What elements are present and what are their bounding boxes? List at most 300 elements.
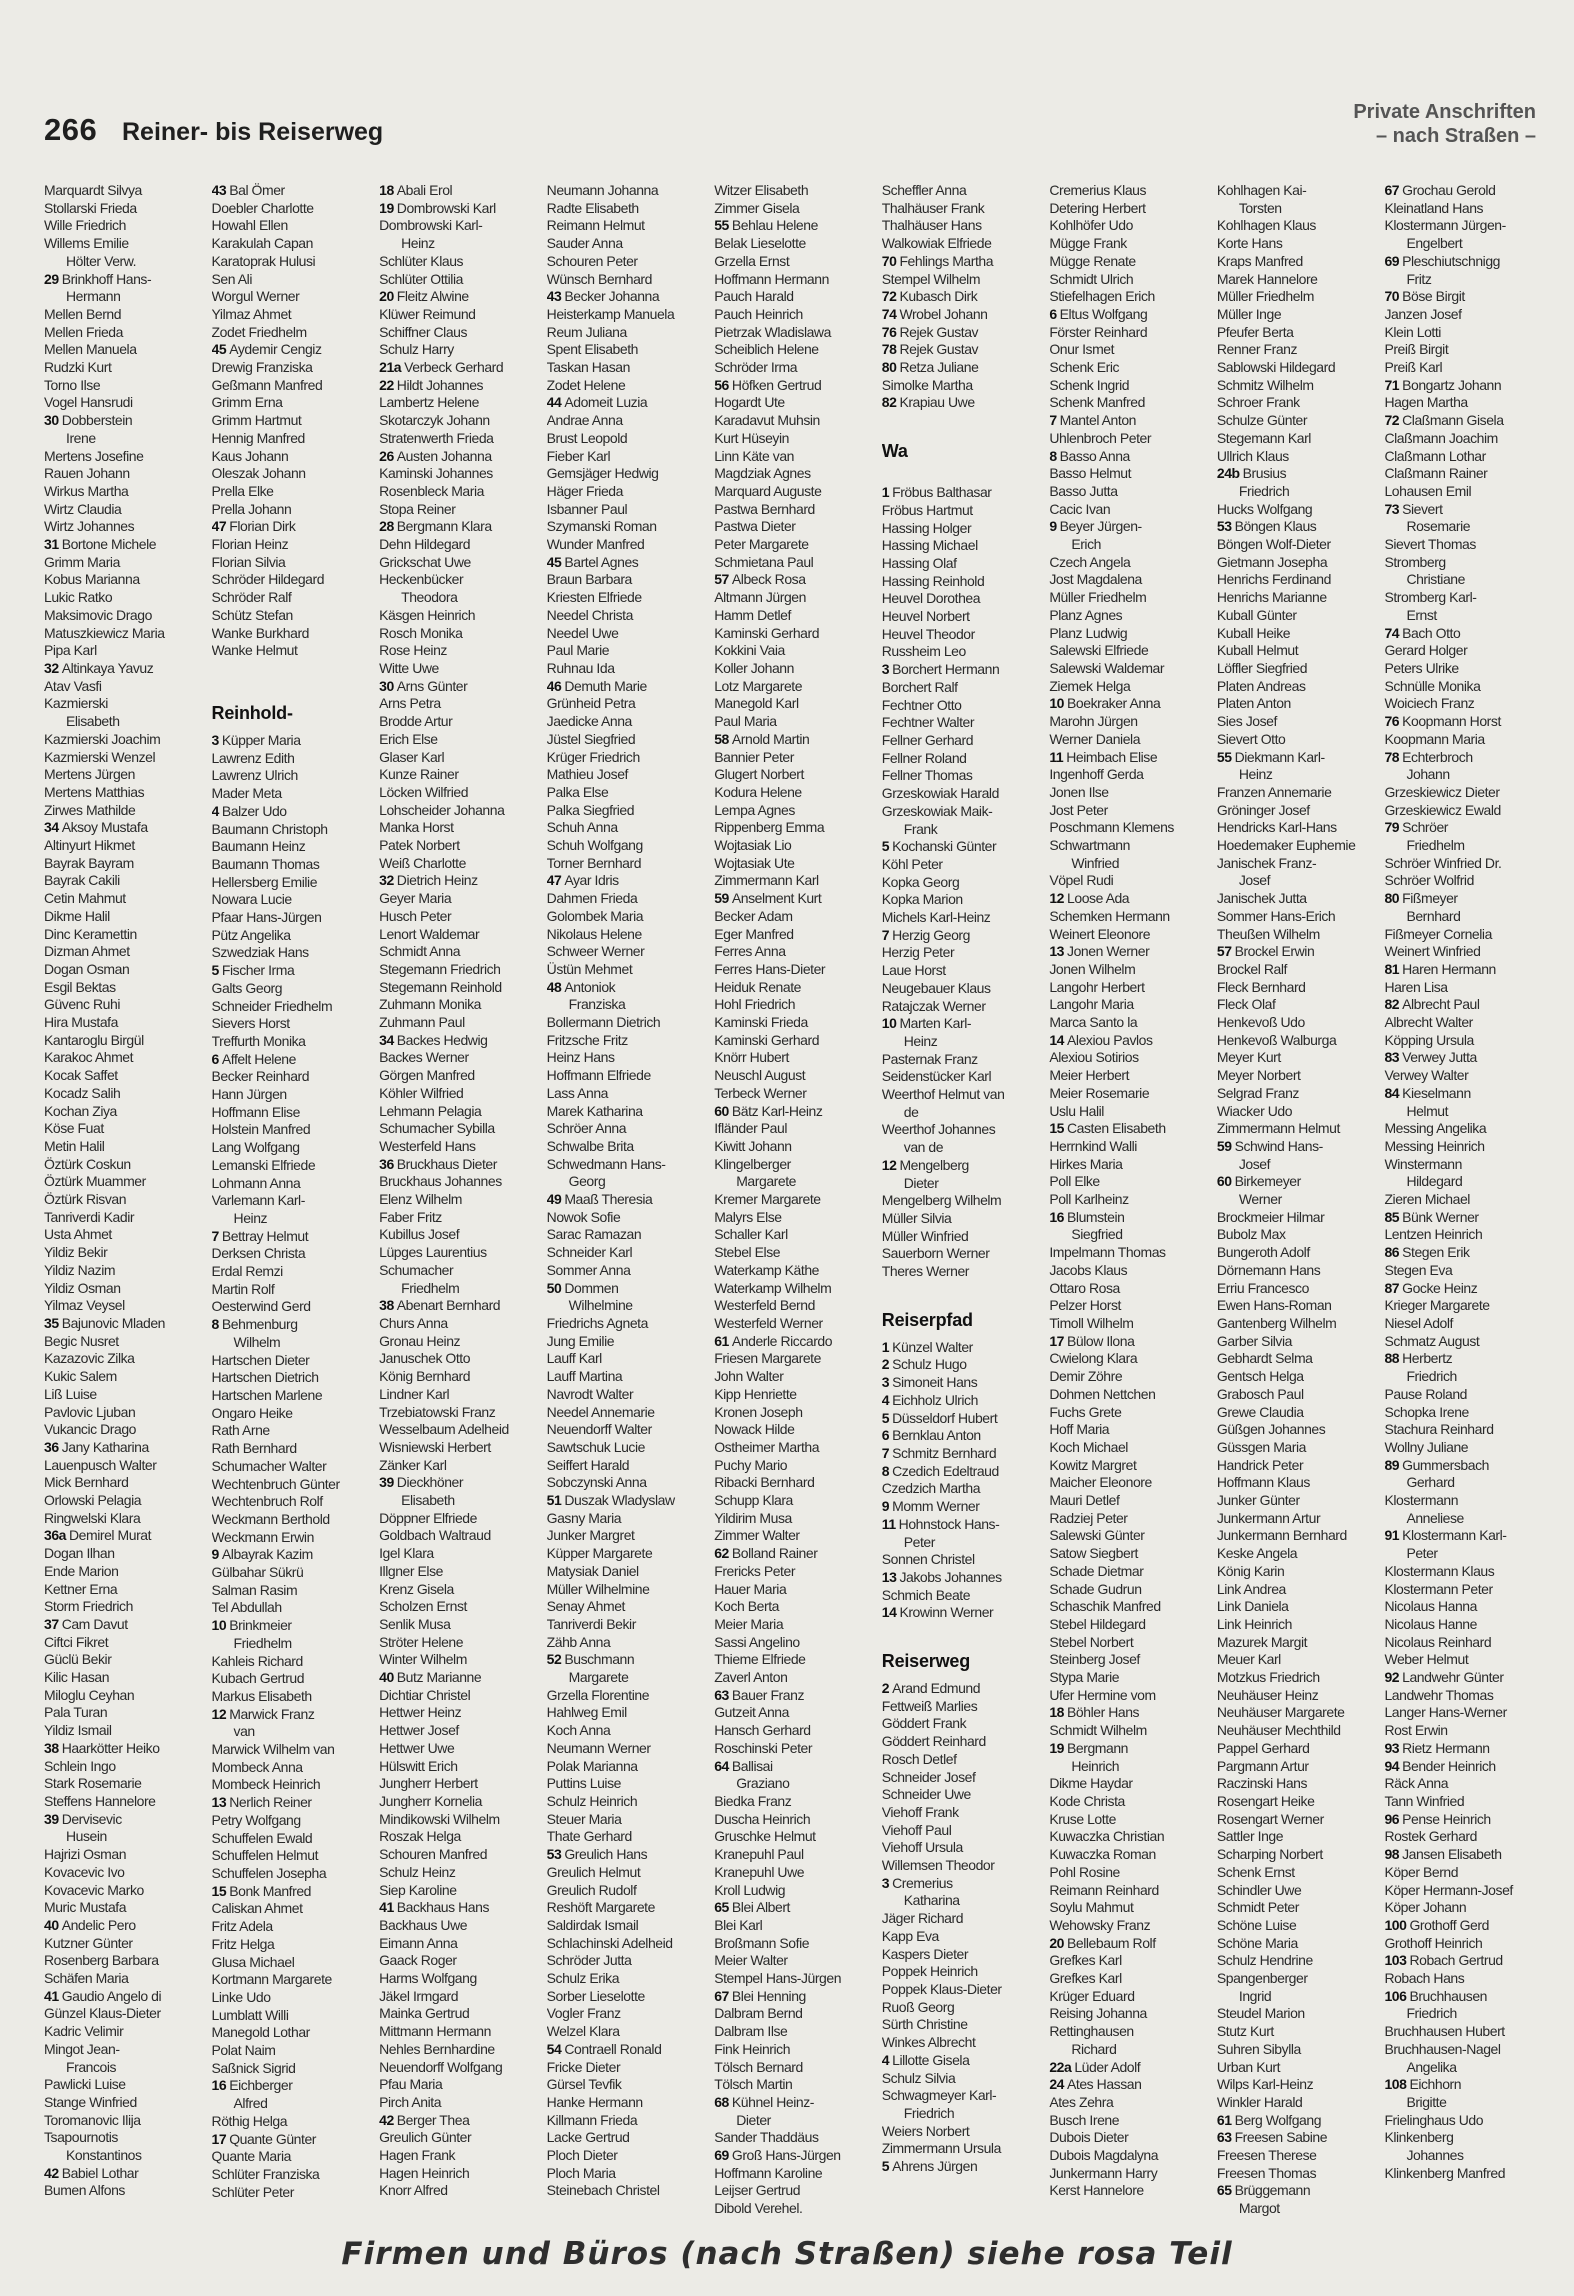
directory-entry — [1049, 1899, 1209, 1917]
house-number: 65 — [714, 1899, 729, 1916]
resident-name: Kaminski Johannes — [379, 465, 493, 482]
house-number: 12 — [881, 1156, 897, 1173]
house-number: 63 — [1216, 2129, 1232, 2146]
resident-name: Schuffelen Ewald — [211, 1829, 313, 1846]
directory-entry — [44, 235, 204, 253]
directory-entry — [44, 1864, 204, 1882]
directory-entry — [44, 1350, 204, 1368]
resident-name: Roszak Helga — [379, 1828, 461, 1845]
directory-entry — [714, 1262, 874, 1280]
directory-entry — [1049, 784, 1209, 802]
directory-entry — [882, 1963, 1042, 1981]
directory-entry — [212, 767, 372, 785]
resident-name: Rosenbleck Maria — [379, 482, 484, 499]
directory-entry — [212, 253, 372, 271]
resident-name: Meyer Kurt — [1216, 1049, 1281, 1066]
resident-name: Pargmann Artur — [1216, 1757, 1309, 1774]
directory-entry — [1049, 926, 1209, 944]
directory-entry — [1049, 1333, 1209, 1351]
resident-name: Behlau Helene — [731, 217, 818, 234]
resident-name: Basso Anna — [1059, 447, 1130, 464]
resident-name: Dieter — [903, 1174, 939, 1191]
resident-name: Schmietana Paul — [714, 553, 814, 570]
directory-entry — [1049, 749, 1209, 767]
resident-name: Aydemir Cengiz — [229, 341, 322, 358]
directory-entry — [44, 2094, 204, 2112]
directory-entry — [882, 1715, 1042, 1733]
directory-entry — [1384, 306, 1544, 324]
resident-name: Derksen Christa — [211, 1245, 306, 1262]
directory-entry — [212, 803, 372, 821]
directory-entry — [714, 377, 874, 395]
directory-entry — [212, 1316, 372, 1334]
resident-name: Schmidt Ulrich — [1049, 270, 1134, 287]
resident-name: Ullrich Klaus — [1216, 447, 1289, 464]
directory-entry — [379, 695, 539, 713]
house-number: 43 — [211, 182, 227, 198]
resident-name: Vogel Hansrudi — [44, 394, 133, 411]
directory-entry — [1049, 1103, 1209, 1121]
resident-name: Lukic Ratko — [44, 589, 113, 606]
resident-name: Dehn Hildegard — [379, 536, 471, 553]
house-number: 41 — [379, 1899, 394, 1916]
resident-name: Henkevoß Walburga — [1216, 1031, 1337, 1048]
directory-entry — [44, 784, 204, 802]
resident-name: König Karin — [1216, 1562, 1285, 1579]
resident-name: Güclü Bekir — [44, 1651, 112, 1668]
directory-entry — [212, 1564, 372, 1582]
resident-name: Demuth Marie — [564, 677, 647, 694]
directory-entry — [1384, 855, 1544, 873]
house-number: 108 — [1384, 2076, 1407, 2093]
directory-entry — [547, 855, 707, 873]
directory-entry — [379, 1952, 539, 1970]
directory-entry — [547, 2076, 707, 2094]
directory-entry — [44, 1651, 204, 1669]
directory-entry — [212, 200, 372, 218]
resident-name: Greulich Hans — [564, 1846, 648, 1863]
resident-name: Albrecht Paul — [1402, 996, 1480, 1013]
resident-name: Wechtenbruch Rolf — [211, 1493, 323, 1510]
resident-name: Grzella Ernst — [714, 252, 790, 269]
directory-entry — [714, 1917, 874, 1935]
resident-name: Laue Horst — [881, 962, 946, 979]
resident-name: Schmidt Wilhelm — [1049, 1722, 1147, 1739]
resident-name: Miloglu Ceyhan — [44, 1686, 135, 1703]
directory-entry — [882, 359, 1042, 377]
directory-entry — [379, 731, 539, 749]
directory-entry — [882, 2052, 1042, 2070]
resident-name: Kazmierski Joachim — [44, 730, 161, 747]
directory-entry — [379, 1386, 539, 1404]
directory-entry — [379, 1404, 539, 1422]
resident-name: Görgen Manfred — [379, 1067, 475, 1084]
directory-entry — [1384, 341, 1544, 359]
directory-entry — [547, 571, 707, 589]
resident-name: Erdal Remzi — [211, 1263, 283, 1280]
house-number: 87 — [1384, 1279, 1400, 1296]
resident-name: Torner Bernhard — [546, 854, 642, 871]
resident-name: Lacke Gertrud — [546, 2129, 630, 2146]
resident-name: Ates Zehra — [1049, 2093, 1114, 2110]
resident-name: Usta Ahmet — [44, 1226, 112, 1243]
resident-name: Kochan Ziya — [44, 1102, 117, 1119]
resident-name: Rost Erwin — [1384, 1722, 1448, 1739]
house-number: 8 — [881, 1462, 890, 1479]
directory-entry — [547, 1970, 707, 1988]
resident-name: Cacic Ivan — [1049, 500, 1111, 517]
directory-entry — [44, 1297, 204, 1315]
directory-entry — [379, 536, 539, 554]
resident-name: Schulz Hendrine — [1216, 1952, 1313, 1969]
resident-name: Müller Inge — [1216, 305, 1282, 322]
directory-entry — [547, 607, 707, 625]
resident-name: Winstermann — [1384, 1155, 1462, 1172]
resident-name: Schaschik Manfred — [1049, 1598, 1161, 1615]
directory-entry — [212, 874, 372, 892]
directory-entry — [1384, 1687, 1544, 1705]
resident-name: Junkermann Artur — [1216, 1509, 1321, 1526]
directory-entry — [1384, 324, 1544, 342]
directory-entry — [212, 2184, 372, 2202]
resident-name: Schenk Manfred — [1049, 394, 1145, 411]
resident-name: Bruckhaus Johannes — [379, 1173, 502, 1190]
house-number: 36a — [44, 1527, 67, 1544]
directory-entry — [44, 855, 204, 873]
resident-name: Hildegard — [1406, 1173, 1463, 1190]
directory-entry — [547, 1598, 707, 1616]
resident-name: Bal Ömer — [229, 182, 285, 198]
resident-name: Bergmann — [1067, 1739, 1129, 1756]
directory-entry — [44, 1368, 204, 1386]
resident-name: Margarete — [568, 1669, 629, 1686]
directory-entry — [379, 430, 539, 448]
resident-name: Schweer Werner — [546, 943, 645, 960]
directory-entry — [1049, 678, 1209, 696]
resident-name: Pavlovic Ljuban — [44, 1403, 136, 1420]
resident-name: Belak Lieselotte — [714, 235, 806, 252]
resident-name: Januschek Otto — [379, 1350, 471, 1367]
entry-continuation — [379, 235, 539, 253]
directory-entry — [547, 2094, 707, 2112]
resident-name: Schopka Irene — [1384, 1403, 1469, 1420]
house-number: 89 — [1384, 1456, 1400, 1473]
directory-entry — [212, 1157, 372, 1175]
directory-entry — [714, 607, 874, 625]
directory-entry — [547, 713, 707, 731]
resident-name: Grickschat Uwe — [379, 553, 471, 570]
house-number: 103 — [1384, 1952, 1407, 1969]
resident-name: Jungherr Herbert — [379, 1775, 478, 1792]
house-number: 36 — [44, 1438, 59, 1455]
resident-name: Dogan Ilhan — [44, 1545, 115, 1562]
directory-entry — [1217, 377, 1377, 395]
directory-entry — [212, 1830, 372, 1848]
directory-entry — [1217, 1899, 1377, 1917]
directory-entry — [1217, 2041, 1377, 2059]
directory-entry — [212, 1776, 372, 1794]
resident-name: Rosengart Heike — [1216, 1792, 1315, 1809]
resident-name: Schröder Irma — [714, 359, 798, 376]
resident-name: Westerfeld Werner — [714, 1315, 823, 1331]
resident-name: Mellen Frieda — [44, 323, 123, 340]
directory-entry — [379, 1085, 539, 1103]
resident-name: Schwagmeyer Karl- — [881, 2087, 997, 2104]
resident-name: Linke Udo — [211, 1988, 271, 2005]
directory-entry — [44, 2041, 204, 2059]
entry-continuation — [212, 1635, 372, 1653]
directory-entry — [714, 1864, 874, 1882]
directory-entry — [379, 1634, 539, 1652]
directory-entry — [379, 1032, 539, 1050]
directory-entry — [714, 1740, 874, 1758]
directory-entry — [714, 1120, 874, 1138]
resident-name: Florian Heinz — [211, 536, 289, 553]
directory-entry — [1217, 571, 1377, 589]
resident-name: Schindler Uwe — [1216, 1881, 1302, 1898]
directory-entry — [212, 1582, 372, 1600]
house-number: 10 — [1049, 695, 1065, 712]
directory-entry — [379, 1899, 539, 1917]
resident-name: Rosenberg Barbara — [44, 1952, 159, 1969]
resident-name: Killmann Frieda — [546, 2111, 638, 2128]
directory-entry — [547, 1952, 707, 1970]
resident-name: Hoedemaker Euphemie — [1216, 837, 1356, 854]
resident-name: Brodde Artur — [379, 713, 453, 730]
directory-entry — [44, 1226, 204, 1244]
directory-entry — [379, 1917, 539, 1935]
resident-name: Heinz — [401, 235, 435, 252]
resident-name: Hahlweg Emil — [546, 1704, 627, 1721]
resident-name: Biedka Franz — [714, 1792, 792, 1809]
resident-name: Neuhäuser Margarete — [1216, 1704, 1345, 1721]
resident-name: Schröer Wolfrid — [1384, 872, 1474, 889]
house-number: 20 — [1049, 1934, 1065, 1951]
directory-entry — [882, 520, 1042, 538]
directory-entry — [212, 412, 372, 430]
directory-entry — [547, 749, 707, 767]
directory-entry — [212, 1794, 372, 1812]
directory-entry — [212, 944, 372, 962]
resident-name: Brinkmeier — [229, 1617, 292, 1634]
directory-entry — [379, 1014, 539, 1032]
resident-name: Schulz Silvia — [881, 2069, 956, 2086]
directory-entry — [714, 359, 874, 377]
directory-entry — [714, 1421, 874, 1439]
directory-entry — [1384, 713, 1544, 731]
spacer — [212, 660, 372, 674]
house-number: 67 — [1384, 182, 1400, 198]
resident-name: Paul Marie — [546, 642, 610, 659]
resident-name: Brinkhoff Hans- — [61, 270, 152, 287]
directory-entry — [212, 554, 372, 572]
resident-name: Hajrizi Osman — [44, 1846, 127, 1863]
resident-name: Erich — [1071, 536, 1101, 553]
house-number: 48 — [546, 978, 562, 995]
directory-entry — [547, 1527, 707, 1545]
house-number: 22 — [379, 376, 394, 393]
resident-name: Anderle Riccardo — [731, 1332, 833, 1349]
resident-name: Churs Anna — [379, 1315, 448, 1331]
resident-name: Ratajczak Werner — [881, 997, 986, 1014]
resident-name: Dizman Ahmet — [44, 943, 130, 960]
house-number: 16 — [1049, 1208, 1065, 1225]
directory-entry — [379, 625, 539, 643]
entry-continuation — [1384, 1510, 1544, 1528]
directory-entry — [44, 324, 204, 342]
resident-name: Sattler Inge — [1216, 1828, 1284, 1845]
resident-name: Grothoff Heinrich — [1384, 1934, 1483, 1951]
directory-entry — [1049, 1775, 1209, 1793]
resident-name: Seiffert Harald — [546, 1456, 630, 1473]
directory-entry — [1217, 2112, 1377, 2130]
resident-name: Meier Rosemarie — [1049, 1084, 1150, 1101]
resident-name: Preiß Birgit — [1384, 341, 1449, 358]
directory-entry — [44, 1457, 204, 1475]
directory-entry — [212, 518, 372, 536]
directory-entry — [714, 2076, 874, 2094]
directory-entry — [212, 642, 372, 660]
resident-name: Henrichs Ferdinand — [1216, 571, 1331, 588]
resident-name: Grothoff Gerd — [1409, 1916, 1489, 1933]
resident-name: Radziej Peter — [1049, 1509, 1128, 1526]
directory-entry — [379, 554, 539, 572]
resident-name: Toromanovic Ilija — [44, 2111, 141, 2128]
directory-entry — [1049, 1616, 1209, 1634]
directory-entry — [1049, 1970, 1209, 1988]
spacer — [212, 674, 372, 688]
resident-name: Fehlings Martha — [899, 252, 994, 269]
resident-name: Lawrenz Edith — [211, 749, 295, 766]
resident-name: Herrnkind Walli — [1049, 1137, 1137, 1154]
directory-entry — [379, 784, 539, 802]
resident-name: Zuhmann Monika — [379, 996, 481, 1013]
resident-name: Glusa Michael — [211, 1953, 295, 1970]
directory-entry — [882, 1569, 1042, 1587]
resident-name: Lenort Waldemar — [379, 925, 480, 942]
house-number: 47 — [546, 872, 562, 889]
resident-name: Koller Johann — [714, 659, 794, 676]
directory-entry — [882, 1875, 1042, 1893]
resident-name: Nowok Sofie — [546, 1208, 621, 1225]
resident-name: Lambertz Helene — [379, 394, 479, 411]
resident-name: Willemsen Theodor — [881, 1857, 995, 1874]
resident-name: Kubasch Dirk — [899, 288, 978, 305]
directory-entry — [44, 749, 204, 767]
directory-entry — [882, 608, 1042, 626]
house-number: 82 — [881, 394, 897, 411]
spacer — [882, 1622, 1042, 1636]
resident-name: Vöpel Rudi — [1049, 872, 1114, 889]
resident-name: Margarete — [736, 1173, 796, 1190]
directory-entry — [1384, 1775, 1544, 1793]
house-number: 10 — [211, 1617, 227, 1634]
resident-name: Hettwer Uwe — [379, 1739, 455, 1756]
resident-name: Salewski Elfriede — [1049, 642, 1149, 659]
resident-name: Neuendorff Wolfgang — [379, 2058, 503, 2075]
resident-name: Fißmeyer Cornelia — [1384, 925, 1492, 942]
resident-name: Krenz Gisela — [379, 1580, 454, 1597]
directory-entry — [212, 1918, 372, 1936]
resident-name: Bartel Agnes — [564, 553, 639, 570]
resident-name: Georg — [568, 1173, 606, 1190]
house-number: 9 — [881, 1498, 890, 1515]
directory-entry — [547, 1156, 707, 1174]
directory-entry — [547, 2129, 707, 2147]
house-number: 29 — [44, 270, 59, 287]
resident-name: Brockel Ralf — [1216, 960, 1287, 977]
resident-name: Ferres Hans-Dieter — [714, 960, 826, 977]
resident-name: Austen Johanna — [396, 447, 492, 464]
directory-entry — [882, 1427, 1042, 1445]
resident-name: Stiefelhagen Erich — [1049, 288, 1155, 305]
house-number: 57 — [714, 571, 729, 588]
directory-entry — [547, 306, 707, 324]
resident-name: Bubolz Max — [1216, 1226, 1286, 1243]
resident-name: Waterkamp Käthe — [714, 1261, 819, 1278]
directory-entry — [44, 660, 204, 678]
resident-name: Kühnel Heinz- — [731, 2093, 814, 2110]
directory-entry — [882, 1339, 1042, 1357]
directory-entry — [379, 678, 539, 696]
directory-entry — [714, 1156, 874, 1174]
directory-entry — [379, 2094, 539, 2112]
directory-entry — [547, 1882, 707, 1900]
resident-name: Küpper Margarete — [546, 1545, 653, 1562]
directory-entry — [882, 891, 1042, 909]
resident-name: Renner Franz — [1216, 341, 1298, 358]
directory-entry — [44, 961, 204, 979]
resident-name: Fröbus Hartmut — [881, 501, 973, 518]
resident-name: Sen Ali — [211, 270, 252, 287]
directory-entry — [212, 1546, 372, 1564]
directory-entry — [714, 1793, 874, 1811]
resident-name: Blei Henning — [731, 1987, 806, 2004]
directory-entry — [714, 554, 874, 572]
entry-continuation — [882, 1033, 1042, 1051]
resident-name: Jüstel Siegfried — [546, 730, 636, 747]
resident-name: Scharping Norbert — [1216, 1846, 1323, 1863]
directory-entry — [212, 1405, 372, 1423]
directory-entry — [1217, 430, 1377, 448]
resident-name: Andelic Pero — [61, 1916, 136, 1933]
resident-name: Brockel Erwin — [1234, 943, 1315, 960]
house-number: 78 — [1384, 748, 1400, 765]
resident-name: Göddert Reinhard — [881, 1733, 986, 1750]
directory-entry — [882, 909, 1042, 927]
house-number: 43 — [546, 288, 562, 305]
resident-name: Messing Heinrich — [1384, 1137, 1485, 1154]
directory-entry — [1217, 1687, 1377, 1705]
directory-column — [714, 182, 874, 2222]
directory-entry — [379, 1793, 539, 1811]
directory-entry — [379, 288, 539, 306]
resident-name: Karakulah Capan — [211, 235, 313, 252]
directory-entry — [882, 1733, 1042, 1751]
directory-entry — [44, 2112, 204, 2130]
resident-name: Nikolaus Helene — [546, 925, 642, 942]
directory-entry — [212, 1033, 372, 1051]
resident-name: Bayrak Cakili — [44, 872, 120, 889]
house-number: 12 — [211, 1705, 227, 1722]
section-title-line2: – nach Straßen – — [1375, 125, 1536, 147]
resident-name: Rose Heinz — [379, 642, 447, 659]
directory-entry — [1049, 448, 1209, 466]
resident-name: Quante Günter — [229, 2130, 316, 2147]
resident-name: Maaß Theresia — [564, 1191, 653, 1208]
directory-entry — [547, 448, 707, 466]
directory-entry — [882, 998, 1042, 1016]
